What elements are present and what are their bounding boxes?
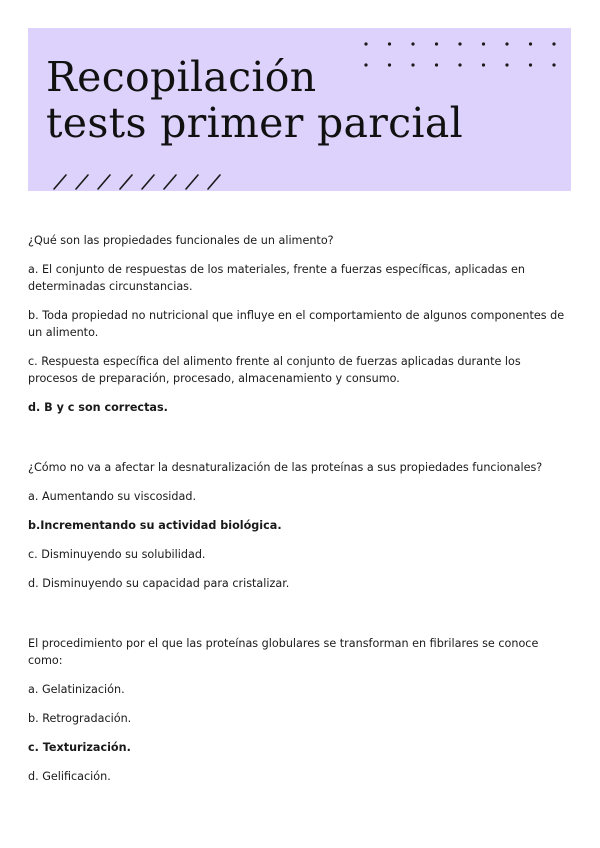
answer-option: d. Gelificación.: [28, 770, 111, 783]
slash-icon: [120, 175, 132, 189]
dot-icon: [458, 42, 461, 45]
answer-option: b. Retrogradación.: [28, 712, 132, 725]
dot-icon: [529, 63, 532, 66]
dot-icon: [435, 42, 438, 45]
page-title: [46, 54, 463, 146]
answer-option: a. Gelatinización.: [28, 683, 125, 696]
dot-icon: [552, 42, 555, 45]
slash-icon: [186, 175, 198, 189]
answer-option: c. Respuesta específica del alimento frente al conjunto de fuerzas aplicadas durante los procesos de preparación, procesado, almacenamiento y consumo.: [28, 355, 521, 385]
slash-icon: [76, 175, 88, 189]
slash-row-decoration-icon: [52, 172, 232, 191]
question-block: [28, 232, 573, 416]
slash-icon: [208, 175, 220, 189]
dot-icon: [411, 42, 414, 45]
slash-icon: [98, 175, 110, 189]
slash-icon: [142, 175, 154, 189]
answer-option: d. Disminuyendo su capacidad para cristalizar.: [28, 577, 290, 590]
correct-answer-option: c. Texturización.: [28, 741, 131, 754]
slash-icon: [164, 175, 176, 189]
dot-icon: [505, 63, 508, 66]
dot-icon: [552, 63, 555, 66]
question-prompt: ¿Cómo no va a afectar la desnaturalización de las proteínas a sus propiedades funcionales?: [28, 461, 543, 474]
correct-answer-option: d. B y c son correctas.: [28, 401, 168, 414]
question-block: [28, 459, 573, 592]
dot-icon: [529, 42, 532, 45]
question-prompt: ¿Qué son las propiedades funcionales de un alimento?: [28, 234, 334, 247]
question-prompt: El procedimiento por el que las proteínas globulares se transforman en fibrilares se conoce como:: [28, 637, 539, 667]
header-banner: [28, 28, 571, 191]
questions-list: [28, 232, 573, 828]
title-line-2: tests primer parcial: [46, 99, 463, 147]
question-block: [28, 635, 573, 785]
dot-icon: [388, 42, 391, 45]
slash-icon: [54, 175, 66, 189]
answer-option: a. El conjunto de respuestas de los materiales, frente a fuerzas específicas, aplicadas en determinadas circunstancias.: [28, 263, 525, 293]
dot-icon: [482, 42, 485, 45]
dot-icon: [505, 42, 508, 45]
correct-answer-option: b.Incrementando su actividad biológica.: [28, 519, 282, 532]
title-line-1: Recopilación: [46, 53, 317, 101]
answer-option: a. Aumentando su viscosidad.: [28, 490, 196, 503]
dot-icon: [364, 42, 367, 45]
answer-option: c. Disminuyendo su solubilidad.: [28, 548, 206, 561]
dot-icon: [482, 63, 485, 66]
answer-option: b. Toda propiedad no nutricional que influye en el comportamiento de algunos componentes de un alimento.: [28, 309, 565, 339]
